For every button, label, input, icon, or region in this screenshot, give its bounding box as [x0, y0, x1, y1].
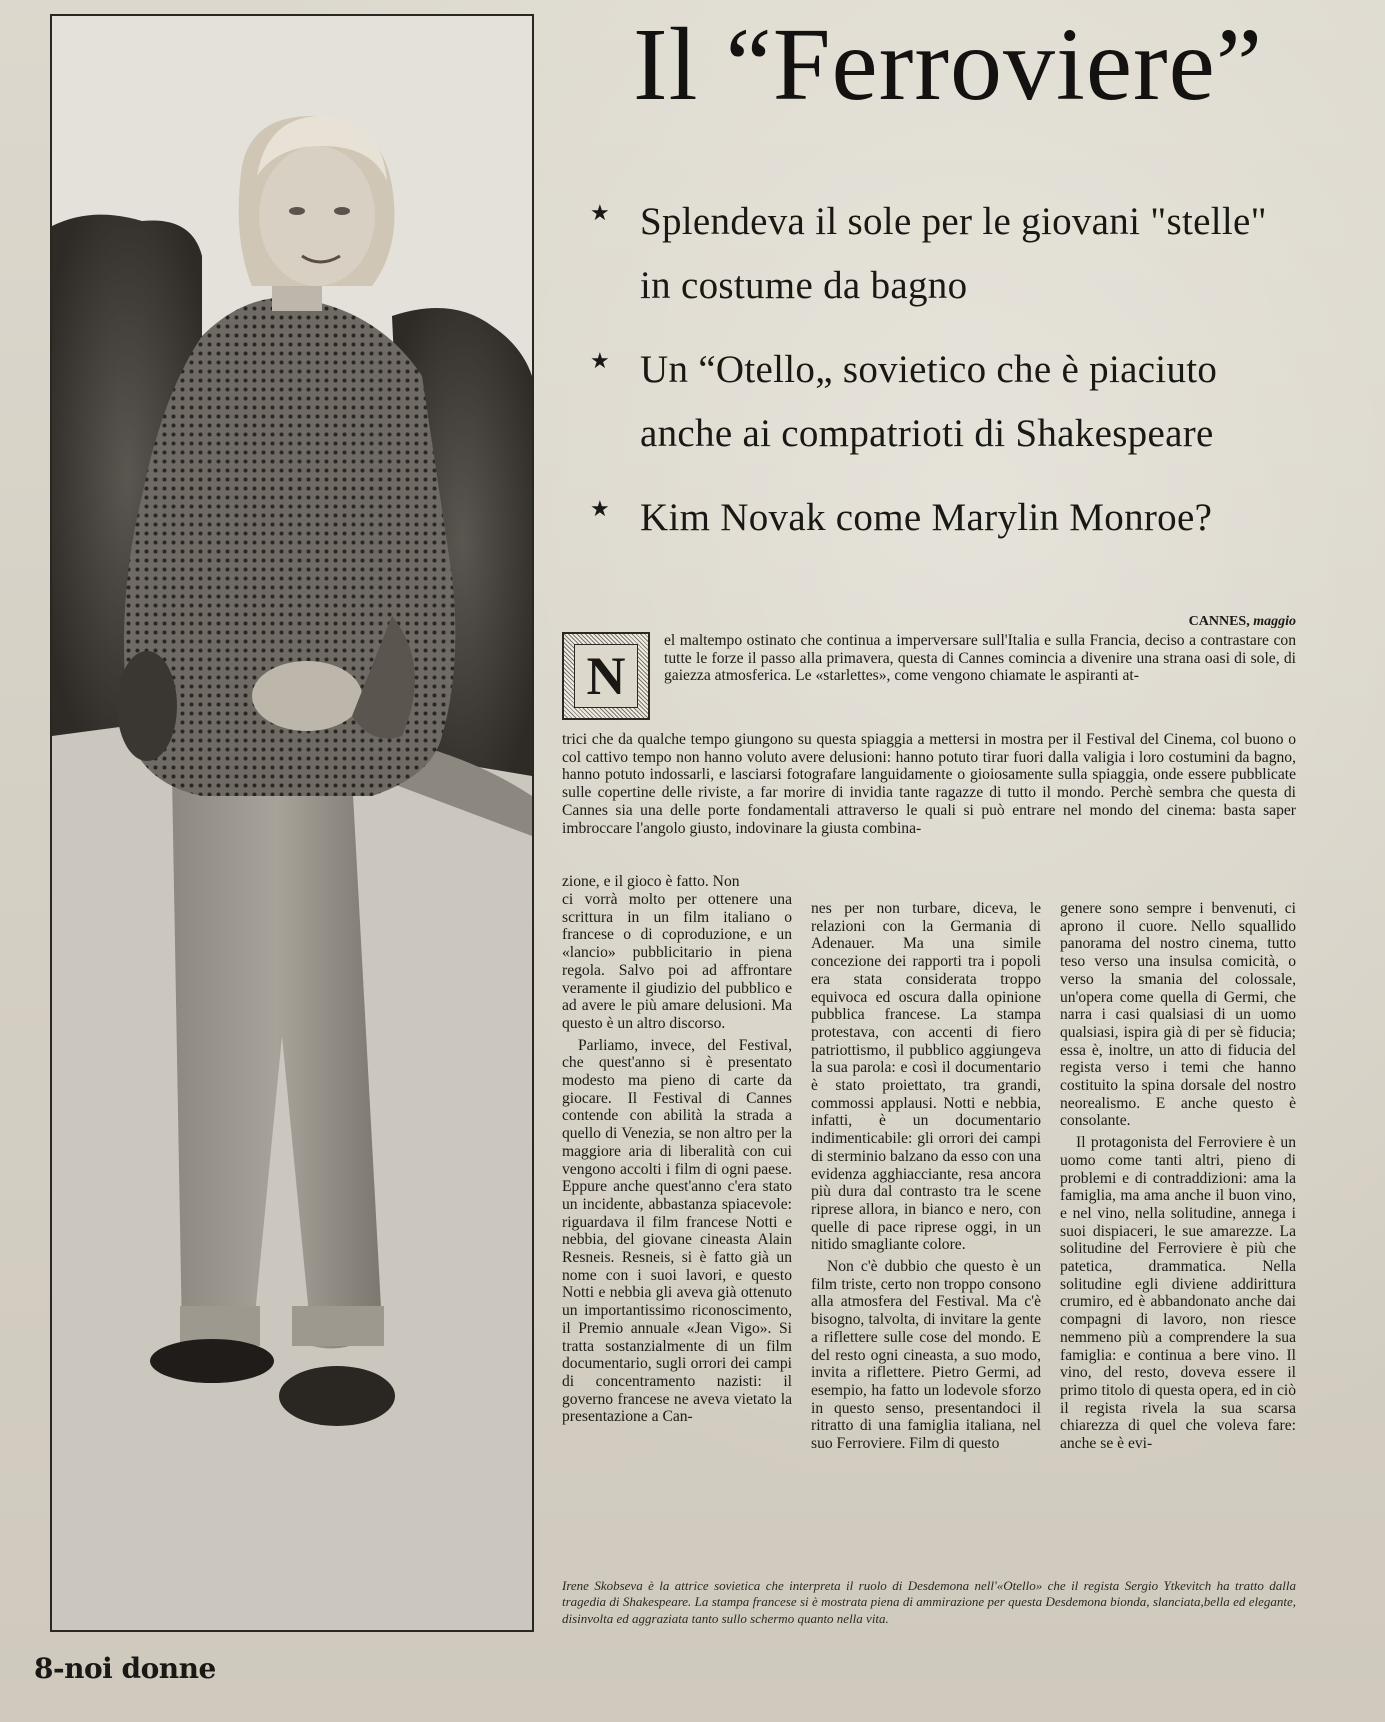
- subhead-1: [590, 190, 1320, 318]
- subhead-line: Kim Novak come Marylin Monroe?: [640, 496, 1213, 539]
- dateline: [1080, 613, 1296, 631]
- column-1: [562, 891, 792, 1426]
- star-icon: ★: [590, 200, 610, 225]
- intro-paragraph-tail: zione, e il gioco è fatto. Non: [562, 873, 740, 890]
- column-3: [1060, 900, 1296, 1453]
- drop-cap-letter: N: [574, 644, 638, 708]
- photo-illustration: [52, 16, 532, 1630]
- dateline-month: maggio: [1253, 614, 1296, 629]
- paragraph: ci vorrà molto per ottenere una scrittura in un film italiano o francese o di coproduzione, e un «lancio» pubblicitario in piena regola. Salvo poi ad affrontare veramente il giudizio del pubblico e ad avere le più amare delusioni. Ma questo è un altro discorso.: [562, 891, 792, 1032]
- actress-photo: [50, 14, 534, 1632]
- subhead-line: Un “Otello„ sovietico che è piaciuto: [640, 348, 1218, 391]
- subhead-line: anche ai compatrioti di Shakespeare: [640, 412, 1214, 455]
- intro-paragraph-indented: el maltempo ostinato che continua a imperversare sull'Italia e sulla Francia, deciso a contrastare con tutte le forze il passo alla primavera, questa di Cannes comincia a divenire una strana oasi di sole, di gaiezza atmosferica. Le «starlettes», come vengono chiamate le aspiranti at-: [664, 632, 1296, 685]
- subhead-3: [590, 486, 1320, 550]
- paragraph: Il protagonista del Ferroviere è un uomo come tanti altri, pieno di problemi e di contraddizioni: ama la famiglia, ma ama anche il buon vino, e nel vino, nella solitudine, annega i suoi dispiaceri, le sue amarezze. La solitudine del Ferroviere è più che patetica, drammatica. Nella solitudine egli diviene addirittura crumiro, ed è abbandonato anche dai compagni di lavoro, non riesce nemmeno più a comprendere la sua famiglia: e continua a bere vino. Il vino, del resto, doveva essere il primo titolo di questa opera, ed in ciò il regista rivela la sua scarsa chiarezza di quel che voleva fare: anche se è evi-: [1060, 1134, 1296, 1453]
- paragraph: nes per non turbare, diceva, le relazioni con la Germania di Adenauer. Ma una simile concezione dei rapporti tra i popoli era stata considerata troppo equivoca ed oscura dalla opinione pubblica francese. La stampa protestava, con accenti di fiero patriottismo, il pubblico aggiungeva la sua parola: e così il documentario è stato proiettato, tra grandi, commossi applausi. Notti e nebbia, infatti, è un documentario indimenticabile: gli orrori dei campi di sterminio balzano da esso con una evidenza agghiacciante, resa ancora più dura dal contrasto tra le scene riprese allora, in bianco e nero, con quelle di pace riprese oggi, in un nitido smagliante colore.: [811, 900, 1041, 1254]
- star-icon: ★: [590, 496, 610, 521]
- drop-cap: [562, 632, 650, 720]
- page-footer: 8-noi donne: [34, 1652, 216, 1685]
- paragraph: Non c'è dubbio che questo è un film triste, certo non troppo consono alla atmosfera del Festival. Ma c'è bisogno, talvolta, di invitare la gente a riflettere sulle cose del mondo. E del resto ogni cineasta, a suo modo, invita a riflettere. Pietro Germi, ad esempio, ha fatto un lodevole sforzo in questo senso, presentandoci il ritratto di una famiglia italiana, nel suo Ferroviere. Film di questo: [811, 1258, 1041, 1453]
- headline: Il “Ferroviere”: [633, 7, 1263, 122]
- subhead-2: [590, 338, 1320, 466]
- intro-paragraph-full: trici che da qualche tempo giungono su questa spiaggia a mettersi in mostra per il Festival del Cinema, col buono o col cattivo tempo non hanno voluto avere delusioni: hanno potuto tirar fuori dalla valigia i loro costumini da bagno, hanno potuto indossarli, e lasciarsi fotografare languidamente o gioiosamente sulla spiaggia, onde essere pubblicate sulle copertine delle riviste, a far morire di invidia tante ragazze di tutto il mondo. Perchè sembra che questa di Cannes sia una delle porte fondamentali attraverso le quali si può entrare nel mondo del cinema: basta saper imbroccare l'angolo giusto, indovinare la giusta combina-: [562, 731, 1296, 837]
- column-2: [811, 900, 1041, 1453]
- star-icon: ★: [590, 348, 610, 373]
- photo-caption: Irene Skobseva è la attrice sovietica che interpreta il ruolo di Desdemona nell'«Otello» che il regista Sergio Ytkevitch ha tratto dalla tragedia di Shakespeare. La stampa francese si è mostrata piena di ammirazione per questa Desdemona bionda, slanciata,bella ed elegante, disinvolta ed aggraziata tanto sullo schermo quanto nella vita.: [562, 1578, 1296, 1626]
- subhead-line: Splendeva il sole per le giovani "stelle": [640, 200, 1267, 243]
- subhead-line: in costume da bagno: [640, 264, 968, 307]
- paragraph: genere sono sempre i benvenuti, ci aprono il cuore. Nello squallido panorama del nostro cinema, tutto teso verso una insulsa comicità, o verso la smania del colossale, un'opera come quella di Germi, che narra i casi qualsiasi di un uomo qualsiasi, ispira già di per sè fiducia; essa è, inoltre, un atto di fiducia del regista verso i temi che hanno costituito la spina dorsale del nostro neorealismo. E anche questo è consolante.: [1060, 900, 1296, 1130]
- subheads: [590, 190, 1320, 570]
- paragraph: Parliamo, invece, del Festival, che quest'anno si è presentato modesto ma pieno di carte da giocare. Il Festival di Cannes contende con abilità la strada a quello di Venezia, se non altro per la maggiore aria di liberalità con cui vengono accolti i film di ogni paese. Eppure anche quest'anno c'era stato un incidente, abbastanza spiacevole: riguardava il film francese Notti e nebbia, del giovane cineasta Alain Resneis. Resneis, si è fatto già un nome con i suoi lavori, e questo Notti e nebbia gli aveva già ottenuto un importantissimo riconoscimento, il Premio annuale «Jean Vigo». Si tratta sostanzialmente di un film documentario, sugli orrori dei campi di concentramento nazisti: il governo francese ne aveva vietato la presentazione a Can-: [562, 1036, 792, 1426]
- dateline-city: CANNES,: [1188, 614, 1250, 629]
